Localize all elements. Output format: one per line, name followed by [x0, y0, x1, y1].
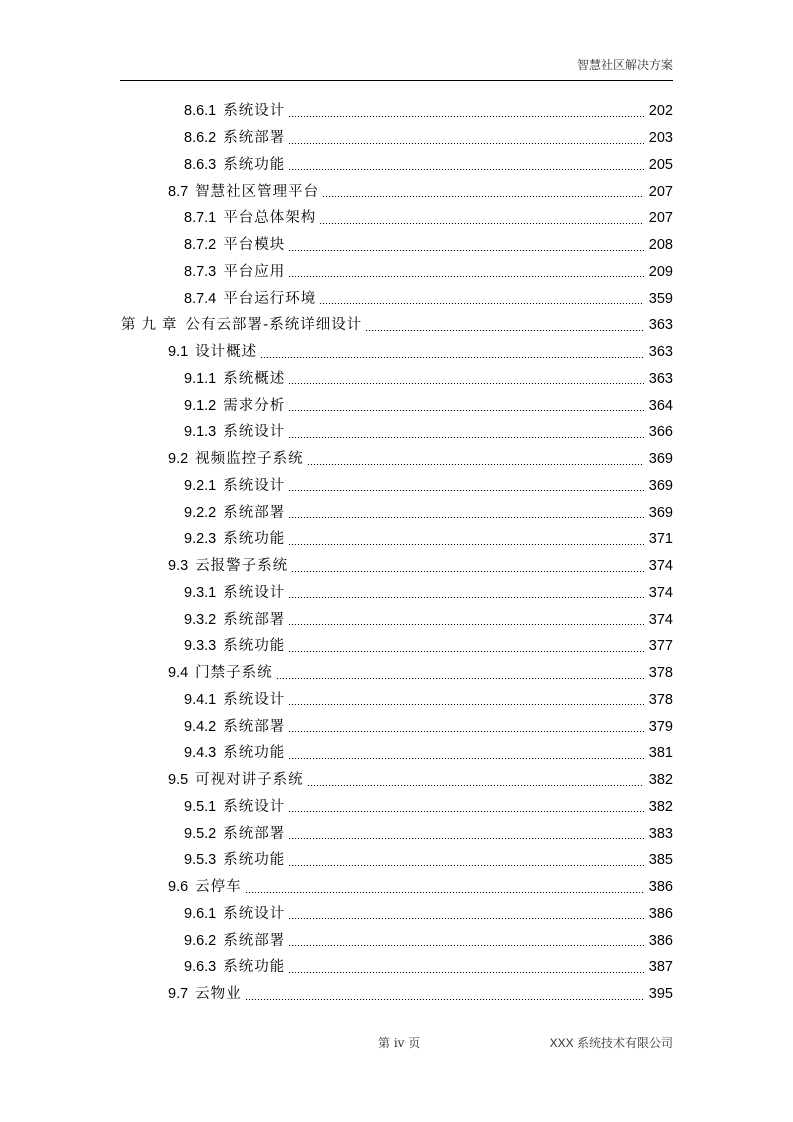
header-title: 智慧社区解决方案 [576, 58, 673, 72]
toc-entry-page: 209 [648, 263, 673, 280]
toc-entry-page: 371 [648, 531, 673, 548]
toc-dot-leader [276, 678, 644, 679]
toc-entry-title: 云物业 [195, 986, 242, 1003]
toc-entry-title: 平台总体架构 [223, 210, 317, 227]
toc-entry-title: 系统部署 [223, 932, 286, 949]
header-divider [120, 80, 673, 81]
toc-entry-title: 系统设计 [223, 905, 286, 922]
toc-entry[interactable] [0, 580, 793, 607]
toc-entry-number: 9.3 [168, 558, 189, 575]
toc-entry-page: 363 [648, 317, 673, 334]
toc-entry[interactable] [0, 312, 793, 339]
toc-dot-leader [288, 410, 644, 411]
toc-entry[interactable] [0, 606, 793, 633]
toc-entry[interactable] [0, 152, 793, 179]
toc-entry[interactable] [0, 767, 793, 794]
toc-dot-leader [288, 276, 644, 277]
toc-entry[interactable] [0, 927, 793, 954]
table-of-contents [0, 98, 793, 1008]
toc-entry-number: 9.6.2 [184, 932, 217, 949]
toc-entry-title: 系统功能 [223, 852, 286, 869]
toc-entry-page: 366 [648, 424, 673, 441]
toc-entry-number: 9.4.2 [184, 718, 217, 735]
toc-entry[interactable] [0, 98, 793, 125]
toc-entry[interactable] [0, 259, 793, 286]
toc-entry-page: 374 [648, 584, 673, 601]
toc-dot-leader [322, 196, 644, 197]
toc-entry-number: 第九章 [121, 317, 183, 334]
toc-entry[interactable] [0, 874, 793, 901]
toc-entry-page: 369 [648, 477, 673, 494]
toc-entry-page: 382 [648, 798, 673, 815]
toc-dot-leader [288, 517, 644, 518]
toc-dot-leader [288, 116, 644, 117]
toc-dot-leader [245, 999, 644, 1000]
toc-entry-page: 207 [648, 210, 673, 227]
toc-entry[interactable] [0, 981, 793, 1008]
toc-entry-number: 8.6.3 [184, 156, 217, 173]
toc-entry-number: 9.1.2 [184, 397, 217, 414]
toc-entry-page: 386 [648, 932, 673, 949]
toc-entry[interactable] [0, 232, 793, 259]
toc-entry-title: 系统设计 [223, 691, 286, 708]
toc-entry-number: 9.3.2 [184, 611, 217, 628]
toc-entry[interactable] [0, 713, 793, 740]
toc-entry-number: 9.6.3 [184, 959, 217, 976]
toc-entry-page: 363 [648, 370, 673, 387]
toc-entry-page: 385 [648, 852, 673, 869]
toc-entry[interactable] [0, 740, 793, 767]
toc-dot-leader [288, 651, 644, 652]
toc-dot-leader [319, 223, 644, 224]
toc-entry-title: 系统功能 [223, 531, 286, 548]
toc-entry-number: 9.2.3 [184, 531, 217, 548]
toc-entry-title: 系统部署 [223, 130, 286, 147]
toc-entry[interactable] [0, 633, 793, 660]
toc-entry-page: 369 [648, 504, 673, 521]
toc-dot-leader [288, 437, 644, 438]
toc-entry-title: 平台模块 [223, 237, 286, 254]
toc-entry-number: 9.6.1 [184, 905, 217, 922]
toc-dot-leader [288, 838, 644, 839]
toc-entry[interactable] [0, 339, 793, 366]
toc-entry-page: 364 [648, 397, 673, 414]
toc-entry-number: 9.4 [168, 665, 189, 682]
toc-entry-title: 云停车 [195, 879, 242, 896]
toc-entry-title: 系统概述 [223, 370, 286, 387]
toc-dot-leader [288, 758, 644, 759]
toc-entry-page: 381 [648, 745, 673, 762]
toc-entry-number: 8.7.2 [184, 237, 217, 254]
toc-dot-leader [288, 624, 644, 625]
toc-entry-page: 382 [648, 772, 673, 789]
toc-entry-number: 9.6 [168, 879, 189, 896]
toc-entry[interactable] [0, 446, 793, 473]
toc-entry-page: 387 [648, 959, 673, 976]
toc-entry-page: 383 [648, 825, 673, 842]
toc-dot-leader [288, 597, 644, 598]
toc-entry-page: 369 [648, 451, 673, 468]
toc-entry-number: 9.1.1 [184, 370, 217, 387]
toc-entry[interactable] [0, 473, 793, 500]
toc-entry-number: 8.7.4 [184, 290, 217, 307]
toc-entry-title: 系统部署 [223, 611, 286, 628]
toc-dot-leader [319, 303, 644, 304]
toc-dot-leader [288, 731, 644, 732]
toc-entry-number: 8.6.2 [184, 130, 217, 147]
toc-dot-leader [288, 143, 644, 144]
toc-entry[interactable] [0, 205, 793, 232]
toc-entry-number: 9.2 [168, 451, 189, 468]
toc-entry-number: 9.7 [168, 986, 189, 1003]
toc-entry-page: 207 [648, 183, 673, 200]
toc-dot-leader [288, 250, 644, 251]
toc-entry[interactable] [0, 366, 793, 393]
toc-entry-number: 9.4.1 [184, 691, 217, 708]
toc-entry-title: 系统设计 [223, 424, 286, 441]
toc-entry-page: 378 [648, 665, 673, 682]
toc-entry-title: 系统设计 [223, 798, 286, 815]
footer-company-name: XXX 系统技术有限公司 [549, 1036, 673, 1050]
toc-entry-page: 205 [648, 156, 673, 173]
toc-entry-number: 8.6.1 [184, 103, 217, 120]
toc-entry-page: 363 [648, 344, 673, 361]
toc-entry[interactable] [0, 125, 793, 152]
toc-entry-page: 202 [648, 103, 673, 120]
toc-entry-number: 9.2.2 [184, 504, 217, 521]
toc-dot-leader [288, 918, 644, 919]
toc-entry-page: 377 [648, 638, 673, 655]
toc-entry-title: 系统设计 [223, 584, 286, 601]
toc-dot-leader [307, 785, 644, 786]
toc-entry-title: 系统部署 [223, 718, 286, 735]
toc-entry-page: 374 [648, 558, 673, 575]
toc-entry[interactable] [0, 660, 793, 687]
toc-dot-leader [260, 357, 644, 358]
toc-entry-page: 374 [648, 611, 673, 628]
toc-dot-leader [288, 704, 644, 705]
toc-dot-leader [288, 811, 644, 812]
toc-entry-number: 9.1.3 [184, 424, 217, 441]
toc-entry-number: 9.4.3 [184, 745, 217, 762]
toc-entry-title: 系统部署 [223, 825, 286, 842]
toc-entry-page: 208 [648, 237, 673, 254]
toc-entry[interactable] [0, 178, 793, 205]
toc-entry[interactable] [0, 954, 793, 981]
toc-entry-page: 395 [648, 986, 673, 1003]
toc-dot-leader [245, 892, 644, 893]
toc-entry[interactable] [0, 847, 793, 874]
toc-dot-leader [288, 383, 644, 384]
toc-entry[interactable] [0, 687, 793, 714]
toc-entry-number: 8.7.1 [184, 210, 217, 227]
toc-entry[interactable] [0, 285, 793, 312]
toc-dot-leader [307, 464, 644, 465]
toc-dot-leader [288, 544, 644, 545]
toc-dot-leader [291, 571, 644, 572]
toc-entry-title: 系统功能 [223, 959, 286, 976]
toc-entry-number: 9.1 [168, 344, 189, 361]
toc-entry-page: 386 [648, 879, 673, 896]
toc-entry[interactable] [0, 419, 793, 446]
toc-entry-title: 视频监控子系统 [195, 451, 304, 468]
toc-entry-number: 8.7.3 [184, 263, 217, 280]
toc-entry-title: 系统部署 [223, 504, 286, 521]
toc-entry-number: 9.3.1 [184, 584, 217, 601]
toc-entry-page: 379 [648, 718, 673, 735]
toc-entry-title: 系统设计 [223, 477, 286, 494]
toc-entry-title: 系统设计 [223, 103, 286, 120]
toc-entry-title: 系统功能 [223, 156, 286, 173]
toc-entry-page: 203 [648, 130, 673, 147]
toc-dot-leader [288, 945, 644, 946]
toc-entry-number: 9.2.1 [184, 477, 217, 494]
toc-entry-title: 门禁子系统 [195, 665, 273, 682]
toc-entry-page: 386 [648, 905, 673, 922]
toc-entry-page: 378 [648, 691, 673, 708]
toc-entry-page: 359 [648, 290, 673, 307]
toc-entry-number: 8.7 [168, 183, 189, 200]
toc-entry-number: 9.5.2 [184, 825, 217, 842]
toc-dot-leader [288, 169, 644, 170]
toc-entry-title: 需求分析 [223, 397, 286, 414]
toc-entry-number: 9.5.1 [184, 798, 217, 815]
toc-entry-number: 9.3.3 [184, 638, 217, 655]
toc-entry[interactable] [0, 499, 793, 526]
toc-dot-leader [288, 490, 644, 491]
toc-dot-leader [365, 330, 644, 331]
toc-entry[interactable] [0, 794, 793, 821]
toc-entry-title: 系统功能 [223, 638, 286, 655]
toc-entry-title: 智慧社区管理平台 [195, 183, 320, 200]
toc-entry[interactable] [0, 392, 793, 419]
toc-entry[interactable] [0, 553, 793, 580]
toc-entry-title: 系统功能 [223, 745, 286, 762]
toc-entry[interactable] [0, 901, 793, 928]
toc-dot-leader [288, 972, 644, 973]
toc-entry-title: 可视对讲子系统 [195, 772, 304, 789]
toc-entry-title: 公有云部署-系统详细设计 [185, 317, 363, 334]
toc-entry-title: 平台运行环境 [223, 290, 317, 307]
toc-entry-title: 设计概述 [195, 344, 258, 361]
toc-entry[interactable] [0, 820, 793, 847]
toc-entry-number: 9.5.3 [184, 852, 217, 869]
toc-dot-leader [288, 865, 644, 866]
toc-entry[interactable] [0, 526, 793, 553]
toc-entry-number: 9.5 [168, 772, 189, 789]
toc-entry-title: 云报警子系统 [195, 558, 289, 575]
footer-page-number: 第 iv 页 [378, 1036, 421, 1050]
toc-entry-title: 平台应用 [223, 263, 286, 280]
